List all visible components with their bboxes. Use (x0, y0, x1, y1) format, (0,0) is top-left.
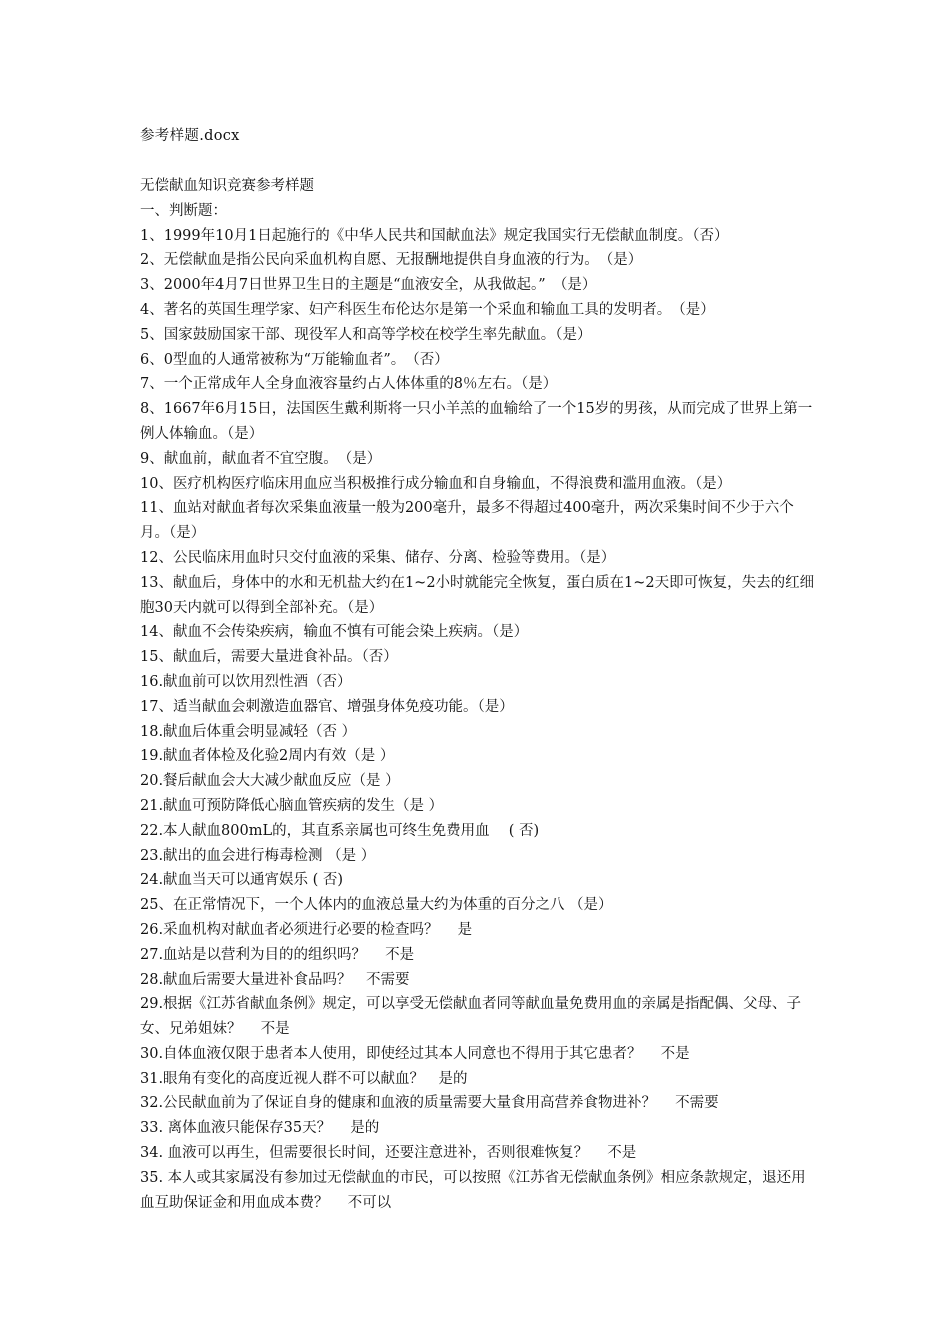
question-item: 27.血站是以营利为目的的组织吗？ 不是 (140, 946, 415, 963)
question-item: 8、1667年6月15日，法国医生戴利斯将一只小羊羔的血输给了一个15岁的男孩，从而完成了世界上第一例人体输血。（是） (140, 401, 813, 442)
question-item: 25、在正常情况下，一个人体内的血液总量大约为体重的百分之八 （是） (140, 897, 613, 914)
question-item: 3、2000年4月7日世界卫生日的主题是“血液安全，从我做起。” （是） (140, 277, 597, 294)
question-item: 12、公民临床用血时只交付血液的采集、储存、分离、检验等费用。（是） (140, 549, 616, 566)
question-item: 16.献血前可以饮用烈性酒（否） (140, 673, 352, 690)
question-item: 29.根据《江苏省献血条例》规定，可以享受无偿献血者同等献血量免费用血的亲属是指配偶、父母、子女、兄弟姐妹？ 不是 (140, 996, 802, 1038)
question-item: 23.献出的血会进行梅毒检测 （是 ） (140, 847, 376, 864)
question-item: 20.餐后献血会大大减少献血反应（是 ） (140, 773, 400, 790)
question-item: 10、医疗机构医疗临床用血应当积极推行成分输血和自身输血，不得浪费和滥用血液。（是） (140, 475, 732, 492)
question-item: 7、一个正常成年人全身血液容量约占人体体重的8％左右。（是） (140, 376, 558, 393)
question-item: 6、0型血的人通常被称为“万能输血者”。 （否） (140, 351, 449, 368)
question-item: 28.献血后需要大量进补食品吗？ 不需要 (140, 971, 410, 988)
question-item: 1、1999年10月1日起施行的《中华人民共和国献血法》规定我国实行无偿献血制度。（否） (140, 227, 729, 244)
question-item: 35. 本人或其家属没有参加过无偿献血的市民，可以按照《江苏省无偿献血条例》相应条款规定，退还用血互助保证金和用血成本费？ 不可以 (140, 1169, 806, 1211)
question-item: 5、国家鼓励国家干部、现役军人和高等学校在校学生率先献血。（是） (140, 326, 592, 343)
question-item: 11、血站对献血者每次采集血液量一般为200毫升，最多不得超过400毫升，两次采集时间不少于六个月。（是） (140, 500, 794, 542)
question-list (140, 224, 816, 1216)
document-body (140, 174, 816, 1215)
question-item: 17、适当献血会刺激造血器官、增强身体免疫功能。（是） (140, 698, 514, 715)
question-item: 15、献血后，需要大量进食补品。（否） (140, 649, 398, 666)
question-item: 33. 离体血液只能保存35天？ 是的 (140, 1120, 380, 1137)
question-item: 13、献血后，身体中的水和无机盐大约在1~2小时就能完全恢复，蛋白质在1~2天即可恢复，失去的红细胞30天内就可以得到全部补充。（是） (140, 574, 815, 616)
question-item: 34. 血液可以再生，但需要很长时间，还要注意进补，否则很难恢复？ 不是 (140, 1145, 637, 1162)
question-item: 31.眼角有变化的高度近视人群不可以献血？ 是的 (140, 1070, 468, 1087)
question-item: 26.采血机构对献血者必须进行必要的检查吗？ 是 (140, 921, 473, 938)
document-title: 无偿献血知识竞赛参考样题 (140, 178, 314, 194)
question-item: 24.献血当天可以通宵娱乐 ( 否) (140, 872, 344, 889)
question-item: 32.公民献血前为了保证自身的健康和血液的质量需要大量食用高营养食物进补？ 不需要 (140, 1095, 719, 1112)
document-filename: 参考样题.docx (140, 128, 240, 144)
question-item: 18.献血后体重会明显减轻（否 ） (140, 723, 357, 740)
question-item: 22.本人献血800mL的，其直系亲属也可终生免费用血 ( 否) (140, 822, 540, 839)
question-item: 4、著名的英国生理学家、妇产科医生布伦达尔是第一个采血和输血工具的发明者。 （是） (140, 301, 715, 318)
question-item: 21.献血可预防降低心脑血管疾病的发生（是 ） (140, 797, 444, 814)
question-item: 30.自体血液仅限于患者本人使用，即使经过其本人同意也不得用于其它患者？ 不是 (140, 1045, 690, 1062)
question-item: 14、献血不会传染疾病，输血不慎有可能会染上疾病。（是） (140, 624, 529, 641)
section-heading: 一、判断题： (140, 202, 227, 219)
question-item: 2、无偿献血是指公民向采血机构自愿、无报酬地提供自身血液的行为。 （是） (140, 252, 643, 269)
question-item: 19.献血者体检及化验2周内有效（是 ） (140, 748, 395, 765)
question-item: 9、献血前，献血者不宜空腹。 （是） (140, 450, 382, 467)
